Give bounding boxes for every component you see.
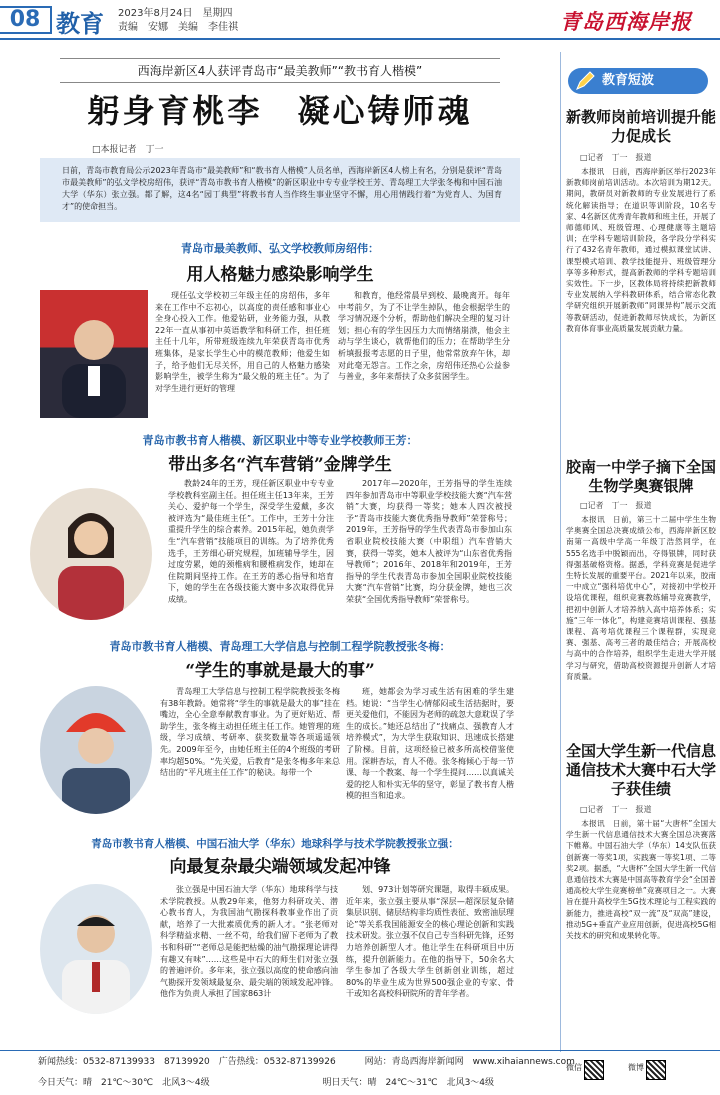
photo-zhang-dongmei: [40, 686, 152, 814]
section-3-col-1: 青岛理工大学信息与控制工程学院教授张冬梅有38年教龄。她常将“学生的事就是最大的事”挂在嘴边，全心全意奉献教育事业。为了更好贴近、帮助学生，张冬梅主动担任班主任工作。她管理的班级，学习成绩、考研率、获奖数量等各项遥遥领先。2009年至今，由她任班主任的4个班级的考研率均超50%。“先关爱，后教育”是张冬梅多年来总结出的“平凡班主任工作”的秘诀。每带一个: [160, 687, 340, 778]
section-4-subtitle: 向最复杂最尖端领域发起冲锋: [169, 857, 391, 877]
header-meta: [118, 7, 238, 35]
byline: □本报记者 丁一: [92, 145, 164, 155]
sidebar-body-3: 本报讯 日前，第十届“大唐杯”全国大学生新一代信息通信技术大赛全国总决赛落下帷幕。中国石油大学（华东）14支队伍获创新赛一等奖1项，实践赛一等奖1项、二等奖2项。据悉，“大唐杯”全国大学生新一代信息通信技术大赛是中国高等教育学会“全国普通高校大学生竞赛榜单”竞赛项目之一。大赛旨在提升高校学生5G技术理论与工程实践的新能力，推进高校“双一流”及“双高”建设，推动5G+垂直产业应用创新，促进高校5G相关技术的研究和成果转化等。: [566, 819, 716, 941]
portrait-icon: [40, 686, 152, 814]
photo-fang-shaowei: [40, 290, 148, 418]
section-2-subtitle: 带出多名“汽车营销”金牌学生: [168, 455, 392, 475]
portrait-icon: [40, 290, 148, 418]
section-1-subtitle: 用人格魅力感染影响学生: [186, 265, 374, 285]
weather-today: 今日天气：晴 21℃～30℃ 北风3～4级: [38, 1078, 210, 1088]
section-1-title: 青岛市最美教师、弘文学校教师房绍伟：: [181, 242, 379, 255]
kicker: 西海岸新区4人获评青岛市“最美教师”“教书育人楷模”: [60, 58, 500, 83]
section-1-col-2: 和教育，他经常晨早到校、最晚离开。每年中考前夕，为了不让学生掉队，他会根据学生的学习情况逐个分析，帮助他们解决全理的复习计划；担心有的学生因压力大而情绪崩溃，他会主动与学生谈心，就帮他们的压力；在帮助学生分析填报报考志愿的日子里，他常常放弃午休，却对此毫无怨言。工作之余，房绍伟还热心公益参与善业，多年来帮扶了众多贫困学生。: [338, 291, 510, 382]
section-2-col-2: 2017年—2020年，王芳指导的学生连续四年参加青岛市中等职业学校技能大赛“汽车营销”大赛，均获得一等奖；她本人四次被授予“青岛市技能大赛优秀指导教师”荣誉称号；2019年，王芳指导的学生代表青岛市参加山东省职业院校技能大赛（中职组）汽车营销大赛，获得一等奖，她本人被评为“山东省优秀指导教师”；2016年、2018年和2019年，王芳指导的学生代表青岛市参加全国职业院校技能大赛“汽车营销”比赛，均分获金牌，她也三次荣获“全国优秀指导教师”荣誉称号。: [346, 479, 512, 604]
wechat-qr-icon[interactable]: [584, 1060, 604, 1080]
section-3-subtitle: “学生的事就是最大的事”: [185, 661, 375, 681]
section-1-col-1: 现任弘文学校初三年级主任的房绍伟，多年来在工作中不忘初心，以高度的责任感和事业心全身心投入工作。他爱钻研，业务能力强，从教22年一直从事初中英语教学和科研工作，担任班主任十几年，所带班级连续九年荣获青岛市优秀班集体，是家长学生心中的模范教师；他爱生如子，给予他们无尽关怀，用自己的人格魅力感染影响学生，被学生称为“最父般的班主任”。为了对学生进行更好的管理: [155, 291, 330, 393]
sidebar-body-2: 本报讯 日前，第三十二届中学生生物学奥赛全国总决赛成绩公布，西海岸新区胶南第一高级中学高一年级丁浩然同学，在555名选手中脱颖而出，夺得银牌，同时获得强基破格资格。据悉，学科竞赛是促进学生特长发展的重要平台。2021年以来，胶南一中成立“强科培优中心”，对接初中学校开设培优课程，组织竞赛教练辅导竞赛教学，把初中创新人才培养纳入高中培养体系；实施“三年一体化”，构建竞赛培训课程、强基课程、高考培优课程三个课程群，实现竞赛、强基、高考三者的最佳结合；开展高校与高中的合作培养，组织学生走进大学开展学习与研究，借助高校资源提升创新人才培育质量。: [566, 515, 716, 681]
website: 网站：青岛西海岸新闻网 www.xihaiannews.com: [364, 1057, 575, 1067]
section-4-col-2: 划、973计划等研究课题，取得丰硕成果。近年来，张立强主要从事“深层—超深层复杂储集层识别、储层结构非均质性表征、致密油层理论”等关系我国能源安全的核心理论创新和实践技术研发。张立强不仅自己专当科研先锋，还努力培养创新型人才。他让学生在科研项目中历练，提升创新能力。在他的指导下，50余名大学生参加了各级大学生创新创业训练，超过80%的毕业生成为世界500强企业的专家、骨干或知名高校科研院所的青年学者。: [346, 885, 514, 999]
photo-wang-fang: [30, 488, 152, 620]
newspaper-logo: 青岛西海岸报: [560, 9, 692, 34]
sidebar-byline-3: □记者 丁一 报道: [580, 805, 652, 814]
portrait-icon: [40, 884, 152, 1014]
page-number: 08: [0, 6, 52, 34]
main-headline: 躬身育桃李 凝心铸师魂: [87, 92, 473, 130]
section-4-title: 青岛市教书育人楷模、中国石油大学（华东）地球科学与技术学院教授张立强：: [91, 838, 459, 850]
news-hotline: 新闻热线：0532-87139933 87139920 广告热线：0532-87139926: [38, 1057, 336, 1067]
lead-paragraph: 日前，青岛市教育局公示2023年青岛市“最美教师”和“教书育人楷模”人员名单，西海岸新区4人榜上有名，分别是获评“青岛市最美教师”的弘文学校房绍伟，获评“青岛市教书育人楷模”的新区职业中专专业学校王芳、青岛理工大学张冬梅和中国石油大学（华东）张立强。都了解，这4名“园丁典型”将教书育人当作终生事业坚守不懈，用心用情践行着“为党育人、为国育才”的使命担当。: [62, 166, 502, 211]
sidebar-byline-2: □记者 丁一 报道: [580, 501, 652, 510]
footer-bottom: [0, 1072, 720, 1092]
sidebar-badge: 教育短波: [568, 68, 708, 94]
sidebar-headline-1: 新教师岗前培训提升能力促成长: [566, 108, 717, 145]
editors: 责编 安娜 美编 李佳祺: [118, 22, 238, 33]
portrait-icon: [30, 488, 152, 620]
section-3-col-2: 班，她都会为学习或生活有困难的学生建档。她说：“当学生心情郁闷或生活拮据时，要更关爱他们，不能因为老师的疏忽大意耽误了学生的成长。”她还总结出了“找痛点、强教育人才培养模式”，为大学生获取知识、迅速成长搭建了阶梯。目前，这项经验已被多所高校借鉴使用。深耕杏坛，育人不倦。张冬梅倾心于每一节课、每一个教案、每一个学生提问……以真诚关爱的挖人和朴实无华的坚守，彰显了教书育人楷模的担当和追求。: [346, 687, 514, 801]
weather-tomorrow: 明日天气：晴 24℃～31℃ 北风3～4级: [322, 1078, 495, 1088]
section-2-col-1: 教龄24年的王芳，现任新区职业中专专业学校教科室副主任。担任班主任13年来，王芳关心、爱护每一个学生，深受学生爱戴，多次被评选为“最佳班主任”。工作中，王芳十分注重提升学生的综合素养。2015年起，她负责学生“汽车营销”技能项目的训练。为了培养优秀选手，王芳细心研究规程，加班辅导学生，因过度劳累，她的颈椎病和腰椎病发作，她却在住院期间坚持工作。在王芳的悉心指导和培育下，她的学生在各级技能大赛中多次取得优异成绩。: [168, 479, 334, 604]
sidebar-headline-3: 全国大学生新一代信息通信技术大赛中石大学子获佳绩: [566, 742, 717, 798]
section-3-title: 青岛市教书育人楷模、青岛理工大学信息与控制工程学院教授张冬梅：: [109, 640, 451, 653]
section-4-col-1: 张立强是中国石油大学（华东）地球科学与技术学院教授。从教29年来，他努力科研攻关、潜心教书育人，为我国油气勘探科教事业作出了贡献，培养了一大批素质优秀的新人才。“张老师对科学精益求精、一丝不苟，给我们留下老师为了教书和科研”“老师总是能把枯燥的油气勘探理论讲得有趣又有味”……这些是中石大的师生们对张立强的普遍评价。多年来，张立强以高度的使命感向油气勘探开发领域最复杂、最尖端的领域发起冲锋。他作为负责人承担了国家863计: [160, 885, 338, 999]
section-2-title: 青岛市教书育人楷模、新区职业中等专业学校教师王芳：: [142, 434, 418, 447]
issue-date: 2023年8月24日 星期四: [118, 8, 233, 19]
weibo-qr-icon[interactable]: [646, 1060, 666, 1080]
photo-zhang-liqiang: [40, 884, 152, 1014]
sidebar-headline-2: 胶南一中学子摘下全国生物学奥赛银牌: [566, 458, 717, 495]
section-title: 教育: [56, 9, 104, 38]
weibo-label: 微博: [628, 1063, 644, 1072]
footer-top: [0, 1050, 720, 1068]
sidebar-body-1: 本报讯 日前，西海岸新区举行2023年新教师岗前培训活动。本次培训为期12天。期间，教研员对新教师的专业发展进行了系统化解读指导；在道识等训阶段，10名专家、4名新区优秀青年教师和班主任，开展了师德师风、班级管理、心理健康等主题培训；在学科专题培训阶段，各学段分学科实行了432名青年教师，通过模拟课堂试讲、课型模式培训、教学技能提升、班级管理分享等多种形式，提高新教师的学科专题培训实效性。下一步，区教体局将持续把新教师专业发展纳入学科教研体系，结合常态化教学研究组织开展新教师“同课异构”展示交流等教研活动，促进新教师尽快成长，为新区教育体育事业高质量发展贡献力量。: [566, 167, 716, 333]
wechat-label: 微信: [566, 1063, 582, 1072]
pen-icon: [574, 70, 596, 96]
sidebar-byline-1: □记者 丁一 报道: [580, 153, 652, 162]
